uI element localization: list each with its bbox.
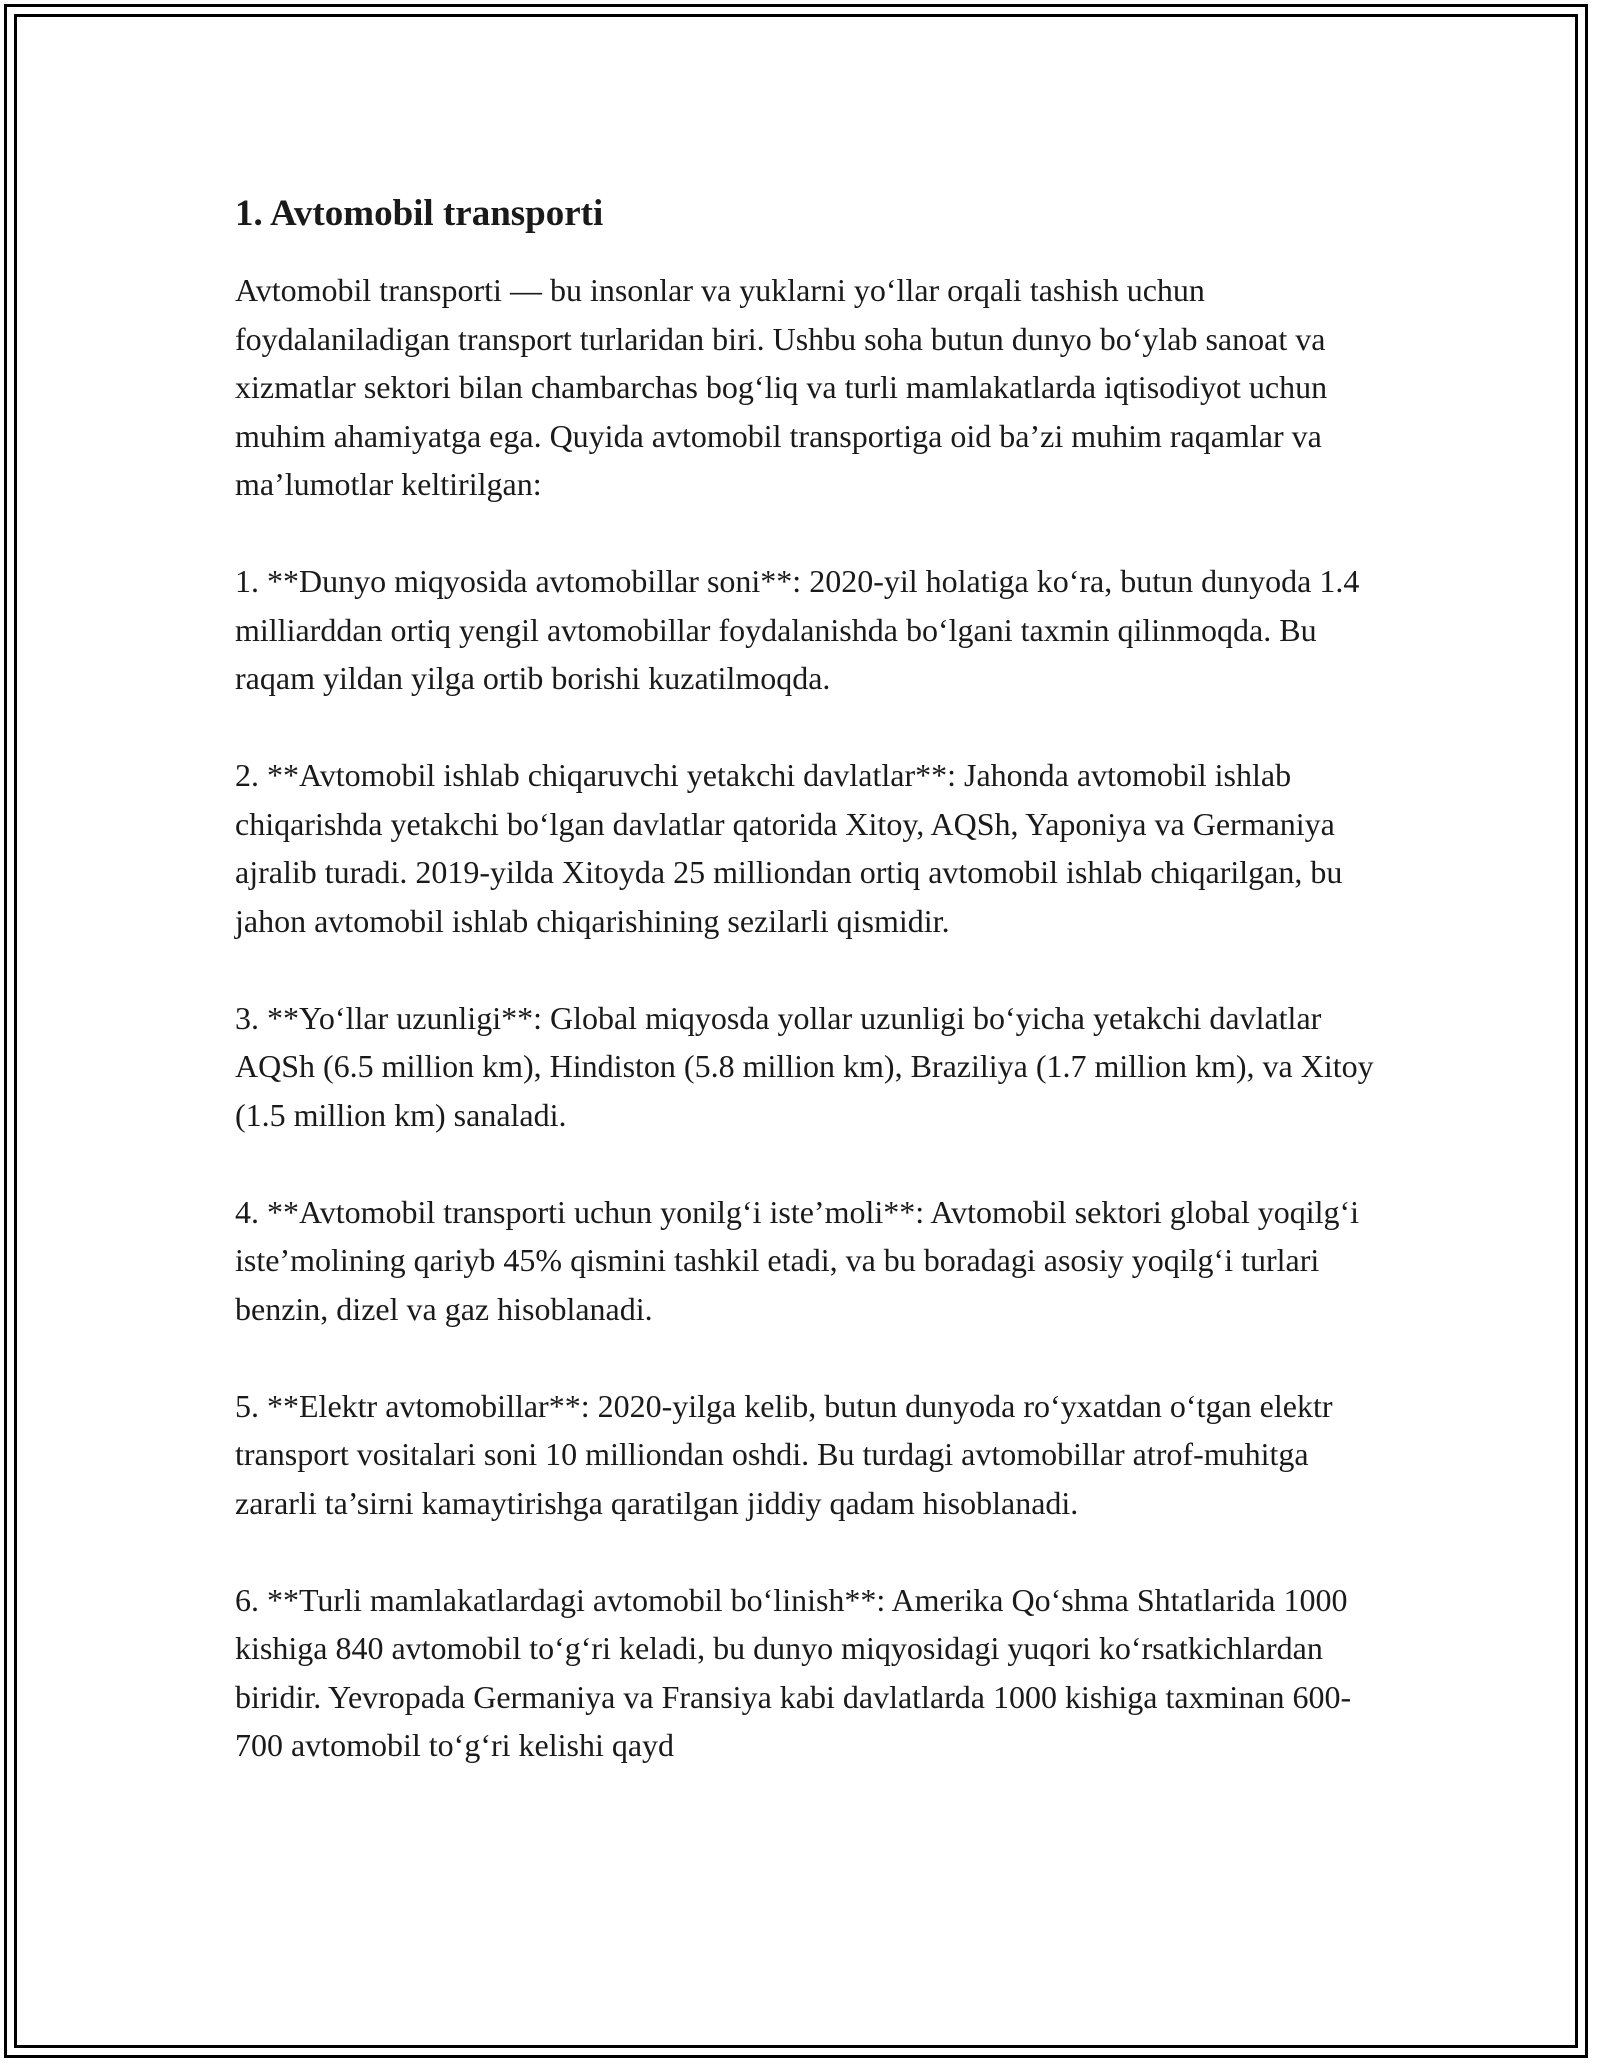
intro-paragraph: Avtomobil transporti — bu insonlar va yuklarni yo‘llar orqali tashish uchun foydalaniladigan transport turlaridan biri. Ushbu soha butun dunyo bo‘ylab sanoat va xizmatlar sektori bilan chambarchas bog‘liq va turli mamlakatlarda iqtisodiyot uchun muhim ahamiyatga ega. Quyida avtomobil transportiga oid ba’zi muhim raqamlar va ma’lumotlar keltirilgan: — [235, 272, 1328, 502]
item-paragraph-2: 2. **Avtomobil ishlab chiqaruvchi yetakchi davlatlar**: Jahonda avtomobil ishlab chiqarishda yetakchi bo‘lgan davlatlar qatorida Xitoy, AQSh, Yaponiya va Germaniya ajralib turadi. 2019-yilda Xitoyda 25 milliondan ortiq avtomobil ishlab chiqarilgan, bu jahon avtomobil ishlab chiqarishining sezilarli qismidir. — [235, 757, 1343, 939]
item-paragraph-6: 6. **Turli mamlakatlardagi avtomobil bo‘linish**: Amerika Qo‘shma Shtatlarida 1000 kishiga 840 avtomobil to‘g‘ri keladi, bu dunyo miqyosidagi yuqori ko‘rsatkichlardan biridir. Yevropada Germaniya va Fransiya kabi davlatlarda 1000 kishiga taxminan 600-700 avtomobil to‘g‘ri kelishi qayd — [235, 1581, 1352, 1763]
section-heading: 1. Avtomobil transporti — [235, 193, 604, 234]
item-paragraph-4: 4. **Avtomobil transporti uchun yonilg‘i iste’moli**: Avtomobil sektori global yoqilg‘i iste’molining qariyb 45% qismini tashkil etadi, va bu boradagi asosiy yoqilg‘i turlari benzin, dizel va gaz hisoblanadi. — [235, 1193, 1360, 1327]
item-paragraph-1: 1. **Dunyo miqyosida avtomobillar soni**: 2020-yil holatiga ko‘ra, butun dunyoda 1.4 milliarddan ortiq yengil avtomobillar foydalanishda bo‘lgani taxmin qilinmoqda. Bu raqam yildan yilga ortib borishi kuzatilmoqda. — [235, 563, 1360, 696]
document-body — [235, 190, 1385, 1818]
item-paragraph-3: 3. **Yo‘llar uzunligi**: Global miqyosda yollar uzunligi bo‘yicha yetakchi davlatlar AQSh (6.5 million km), Hindiston (5.8 million km), Braziliya (1.7 million km), va Xitoy (1.5 million km) sanaladi. — [235, 999, 1374, 1133]
item-paragraph-5: 5. **Elektr avtomobillar**: 2020-yilga kelib, butun dunyoda ro‘yxatdan o‘tgan elektr transport vositalari soni 10 milliondan oshdi. Bu turdagi avtomobillar atrof-muhitga zararli ta’sirni kamaytirishga qaratilgan jiddiy qadam hisoblanadi. — [235, 1387, 1333, 1521]
